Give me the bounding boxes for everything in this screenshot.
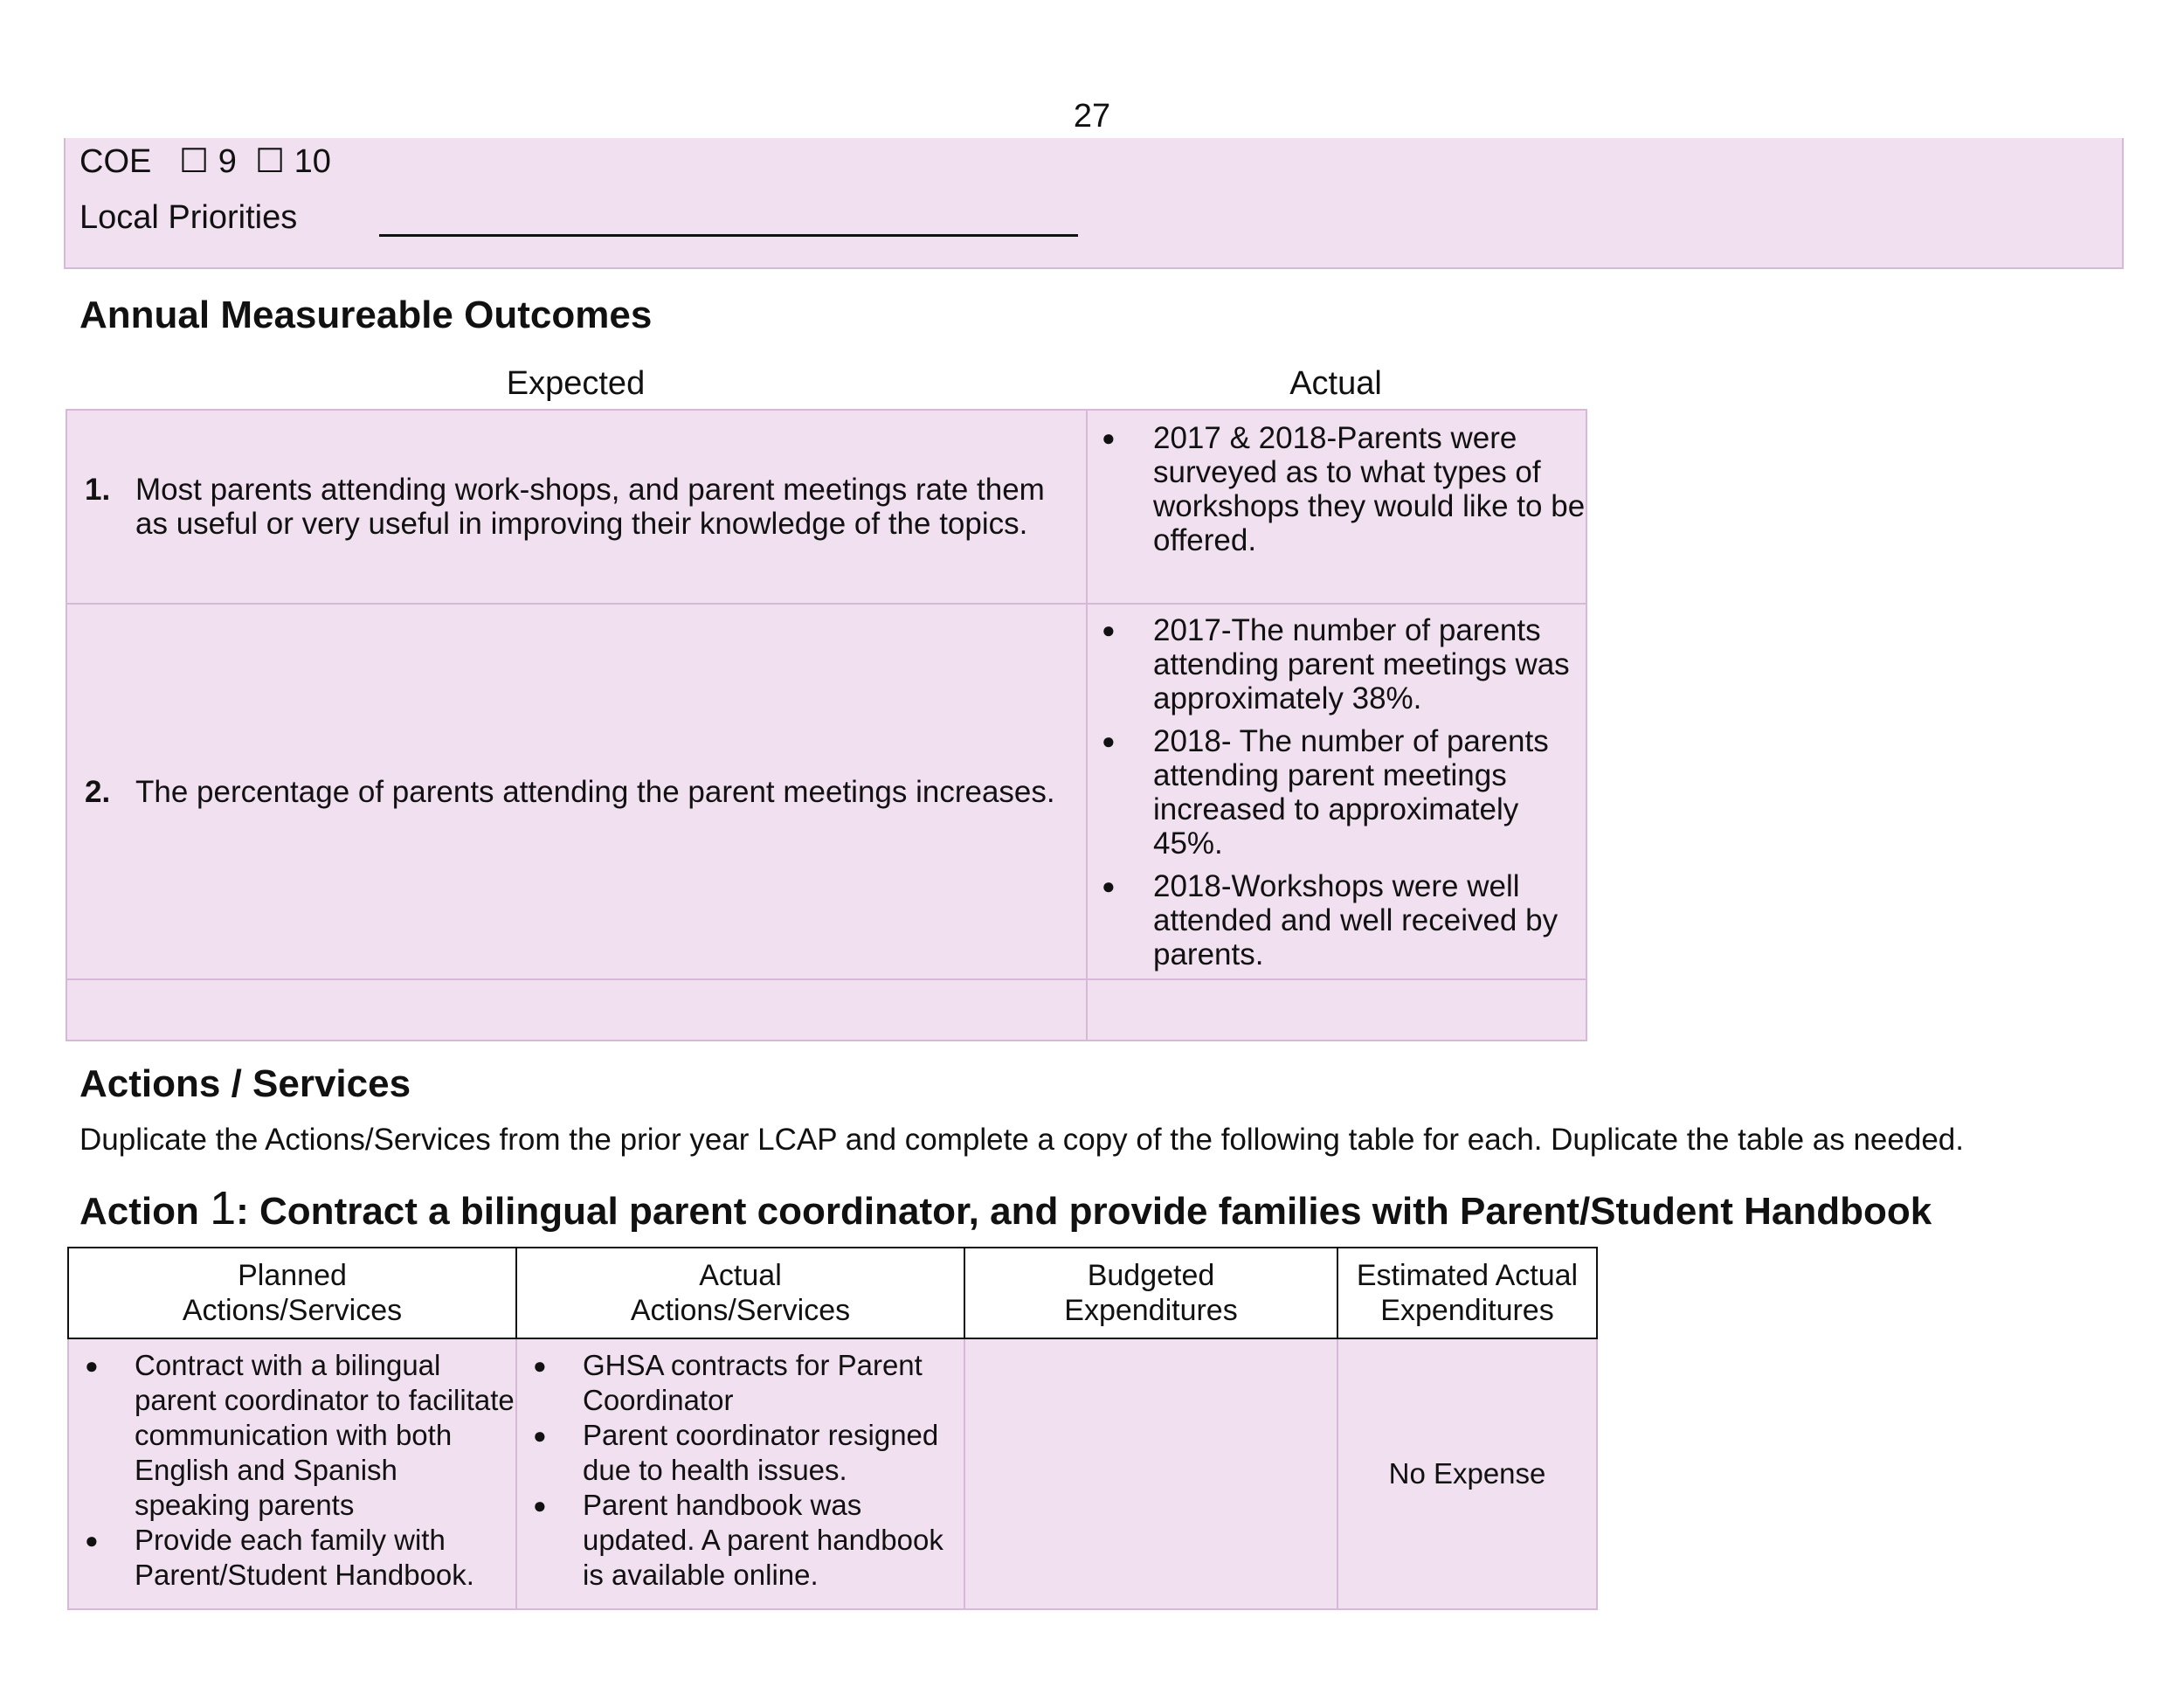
expected-cell [66, 604, 1087, 979]
planned-header: Planned Actions/Services [68, 1248, 516, 1338]
actual-bullet: ● 2017-The number of parents attending parent meetings was approximately 38%. [1088, 613, 1586, 716]
actions-title: Actions / Services [79, 1062, 411, 1105]
actual-actions-header: Actual Actions/Services [516, 1248, 964, 1338]
coe-priorities [79, 142, 331, 181]
local-priorities-blank[interactable] [379, 234, 1078, 237]
outcome-number: 2. [85, 774, 111, 809]
outcomes-title: Annual Measureable Outcomes [79, 294, 653, 336]
actions-table-header [68, 1248, 1597, 1338]
actual-action-bullet: ● Parent coordinator resigned due to health issues. [517, 1418, 964, 1488]
checkbox-10[interactable]: ☐ [254, 143, 286, 180]
planned-bullet: ● Provide each family with Parent/Student Handbook. [69, 1523, 515, 1593]
actions-instructions: Duplicate the Actions/Services from the prior year LCAP and complete a copy of the following table for each. Duplicate the table as needed. [79, 1123, 1964, 1157]
actual-cell [1087, 410, 1586, 604]
checkbox-9[interactable]: ☐ [179, 143, 210, 180]
outcomes-table [66, 409, 1587, 1041]
action-heading [79, 1181, 1932, 1235]
actual-bullet: ● 2018-Workshops were well attended and well received by parents. [1088, 869, 1586, 971]
coe-option-10: 10 [294, 143, 331, 180]
outcome-row [66, 410, 1586, 604]
expected-header: Expected [506, 365, 646, 402]
action-prefix: Action [79, 1190, 211, 1233]
actual-cell [1087, 604, 1586, 979]
actual-bullet: ● 2018- The number of parents attending parent meetings increased to approximately 45%. [1088, 724, 1586, 861]
estimated-cell: No Expense [1337, 1338, 1597, 1609]
outcome-row [66, 604, 1586, 979]
outcome-row-empty [66, 979, 1586, 1041]
action-title: : Contract a bilingual parent coordinator, and provide families with Parent/Student Handbook [236, 1190, 1932, 1233]
planned-bullet: ● Contract with a bilingual parent coordinator to facilitate communication with both English and Spanish speaking parents [69, 1348, 515, 1523]
coe-label: COE [79, 143, 152, 180]
page-number: 27 [1073, 98, 1111, 135]
action-number: 1 [210, 1182, 237, 1234]
expected-text: Most parents attending work-shops, and parent meetings rate them as useful or very useful in improving their knowledge of the topics. [135, 473, 1045, 541]
actual-bullet: ● 2017 & 2018-Parents were surveyed as to what types of workshops they would like to be offered. [1088, 421, 1586, 557]
expected-cell-empty [66, 979, 1087, 1041]
expected-cell [66, 410, 1087, 604]
planned-cell [68, 1338, 516, 1609]
actual-action-bullet: ● Parent handbook was updated. A parent handbook is available online. [517, 1488, 964, 1593]
actions-table-row [68, 1338, 1597, 1609]
estimated-header: Estimated Actual Expenditures [1337, 1248, 1597, 1338]
actual-actions-cell [516, 1338, 964, 1609]
coe-option-9: 9 [218, 143, 237, 180]
actual-header: Actual [1289, 365, 1382, 402]
actual-cell-empty [1087, 979, 1586, 1041]
actions-table [67, 1247, 1598, 1610]
budgeted-header: Budgeted Expenditures [964, 1248, 1337, 1338]
local-priorities-label: Local Priorities [79, 199, 298, 236]
budgeted-cell [964, 1338, 1337, 1609]
priorities-box [64, 138, 2124, 269]
expected-text: The percentage of parents attending the parent meetings increases. [135, 774, 1055, 809]
outcome-number: 1. [85, 473, 111, 507]
actual-action-bullet: ● GHSA contracts for Parent Coordinator [517, 1348, 964, 1418]
